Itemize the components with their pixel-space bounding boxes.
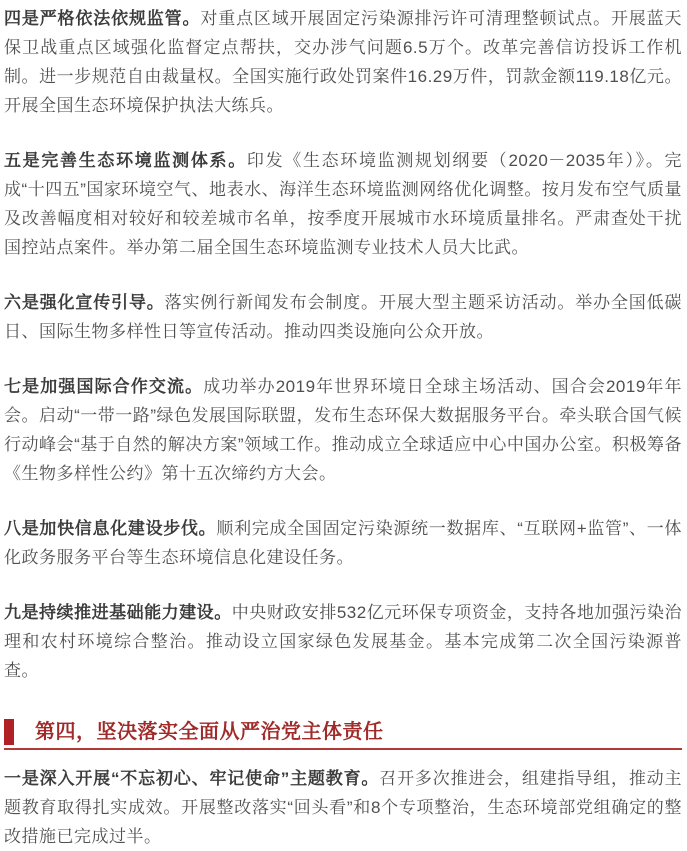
paragraph-text: 落实例行新闻发布会制度。开展大型主题采访活动。举办全国低碳日、国际生物多样性日等宣传活动。推动四类设施向公众开放。 [4,293,683,341]
paragraph-text: 中央财政安排532亿元环保专项资金，支持各地加强污染治理和农村环境综合整治。推动设立国家绿色发展基金。基本完成第二次全国污染源普查。 [4,603,683,680]
paragraph-lead: 五是完善生态环境监测体系。 [4,151,247,170]
paragraph-lead: 一是深入开展“不忘初心、牢记使命”主题教育。 [4,769,380,788]
paragraph [4,764,682,851]
paragraph [4,288,682,346]
paragraph-text: 印发《生态环境监测规划纲要（2020－2035年）》。完成“十四五”国家环境空气、地表水、海洋生态环境监测网络优化调整。按月发布空气质量及改善幅度相对较好和较差城市名单，按季度开展城市水环境质量排名。严肃查处干扰国控站点案件。举办第二届全国生态环境监测专业技术人员大比武。 [4,151,683,257]
paragraph-text: 顺利完成全国固定污染源统一数据库、“互联网+监管”、一体化政务服务平台等生态环境信息化建设任务。 [4,519,683,567]
paragraph [4,4,682,120]
paragraph-lead: 六是强化宣传引导。 [4,293,165,312]
paragraph-lead: 九是持续推进基础能力建设。 [4,603,232,622]
paragraph [4,372,682,488]
section-heading [4,719,682,750]
paragraph-lead: 四是严格依法依规监管。 [4,9,201,28]
paragraph-text: 召开多次推进会，组建指导组，推动主题教育取得扎实成效。开展整改落实“回头看”和8个专项整治，生态环境部党组确定的整改措施已完成过半。 [4,769,683,846]
paragraph-text: 对重点区域开展固定污染源排污许可清理整顿试点。开展蓝天保卫战重点区域强化监督定点帮扶，交办涉气问题6.5万个。改革完善信访投诉工作机制。进一步规范自由裁量权。全国实施行政处罚案件16.29万件，罚款金额119.18亿元。开展全国生态环境保护执法大练兵。 [4,9,683,115]
section-heading-text: 第四，坚决落实全面从严治党主体责任 [35,721,384,743]
paragraph-lead: 八是加快信息化建设步伐。 [4,519,217,538]
paragraph [4,598,682,685]
paragraph [4,146,682,262]
heading-accent-bar [4,719,14,745]
paragraph-lead: 七是加强国际合作交流。 [4,377,204,396]
paragraph-text: 成功举办2019年世界环境日全球主场活动、国合会2019年年会。启动“一带一路”绿色发展国际联盟，发布生态环保大数据服务平台。牵头联合国气候行动峰会“基于自然的解决方案”领域工作。推动成立全球适应中心中国办公室。积极筹备《生物多样性公约》第十五次缔约方大会。 [4,377,682,483]
paragraph [4,514,682,572]
